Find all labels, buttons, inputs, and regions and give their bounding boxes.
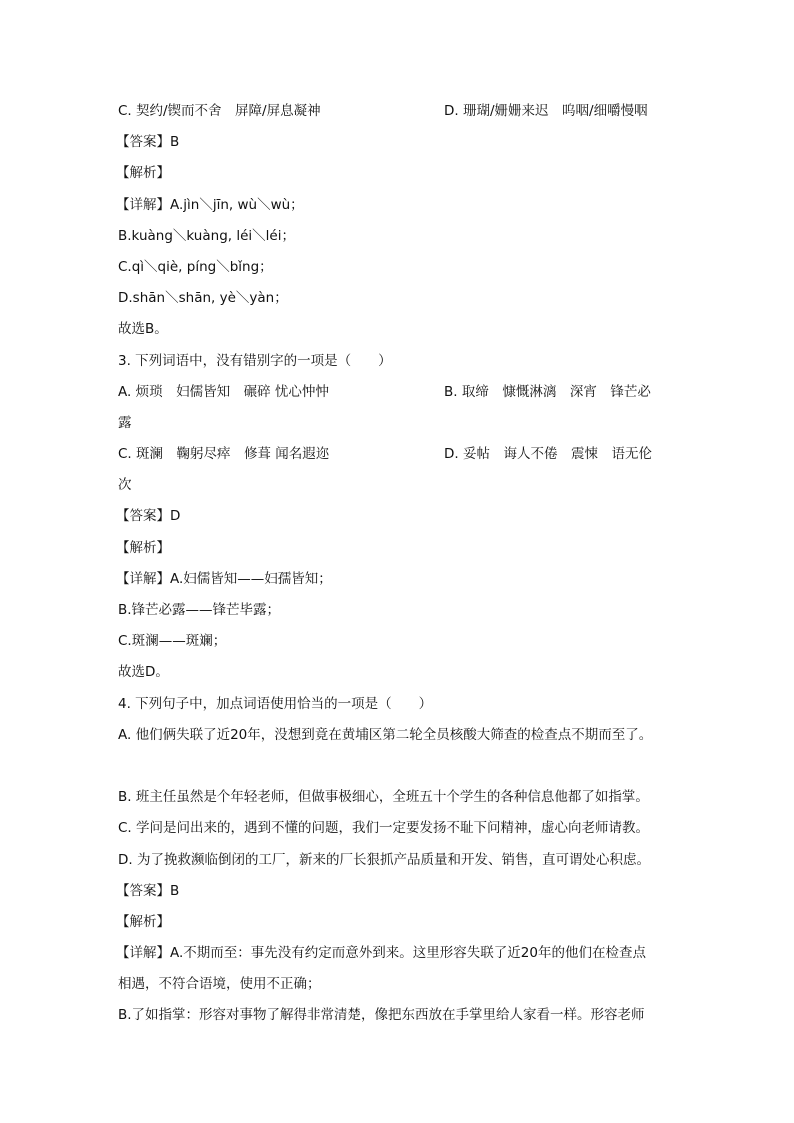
q2-detail-line: C.qì＼qiè, píng＼bǐng； [118,258,273,275]
q2-detail-line: 【详解】A.jìn＼jīn, wù＼wù； [116,196,304,213]
q4-option-b: B. 班主任虽然是个年轻老师，但做事极细心，全班五十个学生的各种信息他都了如指掌。 [118,789,649,806]
q4-analysis-heading: 【解析】 [116,913,170,930]
q3-option-b: B. 取缔 慷慨淋漓 深宵 锋芒必 [444,383,651,400]
q4-answer: 【答案】B [116,882,180,899]
blank-line [118,751,678,782]
document-page [118,96,678,1032]
q3-option-d-wrap: 次 [118,477,132,494]
q3-option-c: C. 斑澜 鞠躬尽瘁 修葺 闻名遐迩 [118,446,330,463]
q4-option-a: A. 他们俩失联了近20年，没想到竟在黄埔区第二轮全员核酸大筛查的检查点不期而至了。 [118,726,653,743]
q2-detail-line: D.shān＼shān, yè＼yàn； [118,290,288,307]
q3-conclusion: 故选D。 [118,664,169,681]
q3-detail-line: 【详解】A.妇儒皆知——妇孺皆知； [116,570,332,587]
q3-options-cd [118,439,678,470]
q2-option-d: D. 珊瑚/姗姗来迟 呜咽/细嚼慢咽 [444,103,648,119]
q4-option-c: C. 学问是问出来的，遇到不懂的问题，我们一定要发扬不耻下问精神，虚心向老师请教。 [118,820,650,837]
q3-analysis-heading: 【解析】 [116,539,170,556]
q4-detail-line: B.了如指掌：形容对事物了解得非常清楚，像把东西放在手掌里给人家看一样。形容老师 [118,1007,645,1024]
q3-detail-line: C.斑澜——斑斓； [118,633,227,650]
q3-question: 3. 下列词语中，没有错别字的一项是（ ） [118,352,392,369]
q3-detail-line: B.锋芒必露——锋芒毕露； [118,602,281,618]
q2-conclusion: 故选B。 [118,321,168,338]
q4-detail-line: 【详解】A.不期而至：事先没有约定而意外到来。这里形容失联了近20年的他们在检查点 [116,945,646,962]
q4-option-d: D. 为了挽救濒临倒闭的工厂，新来的厂长狠抓产品质量和开发、销售，直可谓处心积虑。 [118,851,650,868]
q3-option-a: A. 烦琐 妇儒皆知 碾碎 忧心忡忡 [118,383,329,400]
q3-option-d: D. 妥帖 诲人不倦 震悚 语无伦 [444,446,652,463]
q2-option-c: C. 契约/锲而不舍 屏障/屏息凝神 [118,103,321,119]
q3-options-ab [118,377,678,408]
q3-option-b-wrap: 露 [118,414,132,431]
q3-answer: 【答案】D [116,508,181,525]
q4-question: 4. 下列句子中，加点词语使用恰当的一项是（ ） [118,695,433,712]
q2-answer: 【答案】B [116,134,180,151]
q4-detail-line: 相遇，不符合语境，使用不正确； [118,976,321,993]
q2-options-cd [118,96,678,127]
q2-detail-line: B.kuàng＼kuàng, léi＼léi； [118,227,295,244]
q2-analysis-heading: 【解析】 [116,165,170,182]
